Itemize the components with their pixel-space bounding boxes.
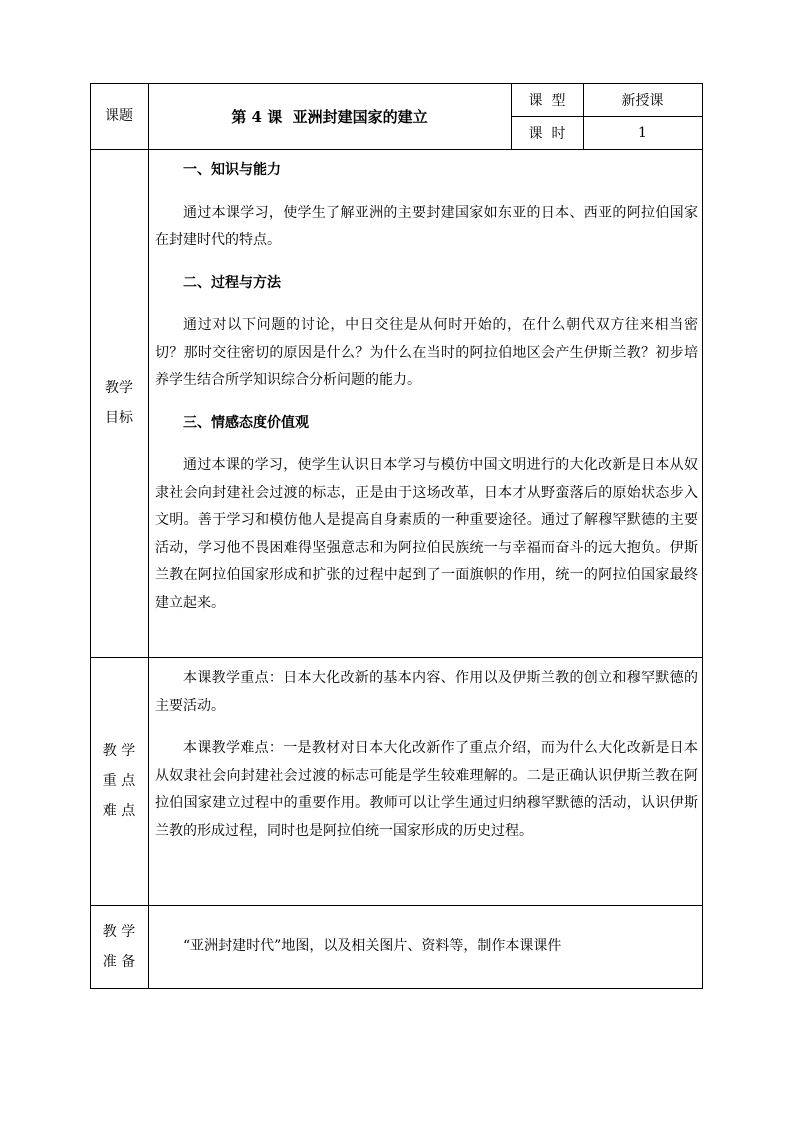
lesson-title: 第 4 课 亚洲封建国家的建立 [231,107,428,126]
keypoints-label-line3: 难 点 [102,803,136,819]
preparation-text: “亚洲封建时代”地图，以及相关图片、资料等，制作本课课件 [183,937,562,954]
type-label: 课 型 [528,92,566,109]
row-divider-objectives [90,149,703,150]
focus-text: 本课教学重点：日本大化改新的基本内容、作用以及伊斯兰教的创立和穆罕默德的主要活动。 [155,670,698,714]
preparation-label-cell [90,905,148,988]
hours-label-cell [511,116,583,149]
keypoints-label-line1: 教 学 [102,743,136,759]
keypoints-label-cell [90,657,148,905]
type-label-cell [511,83,583,116]
type-value-cell [583,83,702,116]
section-title-attitude: 三、情感态度价值观 [183,414,309,431]
keypoints-content [155,665,698,845]
hours-label: 课 时 [528,125,566,142]
section-title-process: 二、过程与方法 [183,274,281,291]
objectives-label-cell [90,149,148,657]
keypoints-label-line2: 重 点 [102,773,136,789]
section-title-knowledge: 一、知识与能力 [183,162,281,178]
row-divider-keypoints [90,657,703,658]
preparation-content [155,905,698,988]
topic-label: 课题 [105,108,133,124]
label-column-divider [148,83,149,988]
hours-value-cell [583,116,702,149]
lesson-title-cell [148,83,511,149]
objectives-label-line2: 目标 [105,410,133,426]
hours-value: 1 [638,124,647,141]
topic-label-cell [90,83,148,149]
section-text-knowledge: 通过本课学习，使学生了解亚洲的主要封建国家如东亚的日本、西亚的阿拉伯国家在封建时代的特点。 [155,204,698,248]
type-value: 新授课 [621,92,664,109]
table-border-right [702,83,703,988]
section-text-attitude: 通过本课的学习，使学生认识日本学习与模仿中国文明进行的大化改新是日本从奴隶社会向封建社会过渡的标志，正是由于这场改革，日本才从野蛮落后的原始状态步入文明。善于学习和模仿他人是提高自身素质的一种重要途径。通过了解穆罕默德的主要活动，学习他不畏困难得坚强意志和为阿拉伯民族统一与幸福而奋斗的远大抱负。伊斯兰教在阿拉伯国家形成和扩张的过程中起到了一面旗帜的作用，统一的阿拉伯国家最终建立起来。 [155,457,698,611]
table-border-bottom [90,988,703,989]
objectives-content [155,157,698,617]
section-text-process: 通过对以下问题的讨论，中日交往是从何时开始的，在什么朝代双方往来相当密切？那时交往密切的原因是什么？为什么在当时的阿拉伯地区会产生伊斯兰教？初步培养学生结合所学知识综合分析问题的能力。 [155,317,698,388]
objectives-label-line1: 教学 [105,380,133,396]
preparation-label-line1: 教 学 [102,923,136,940]
difficulty-text: 本课教学难点：一是教材对日本大化改新作了重点介绍，而为什么大化改新是日本从奴隶社会向封建社会过渡的标志可能是学生较难理解的。二是正确认识伊斯兰教在阿拉伯国家建立过程中的重要作用。教师可以让学生通过归纳穆罕默德的活动，认识伊斯兰教的形成过程，同时也是阿拉伯统一国家形成的历史过程。 [155,740,698,839]
preparation-label-line2: 准 备 [102,953,136,970]
